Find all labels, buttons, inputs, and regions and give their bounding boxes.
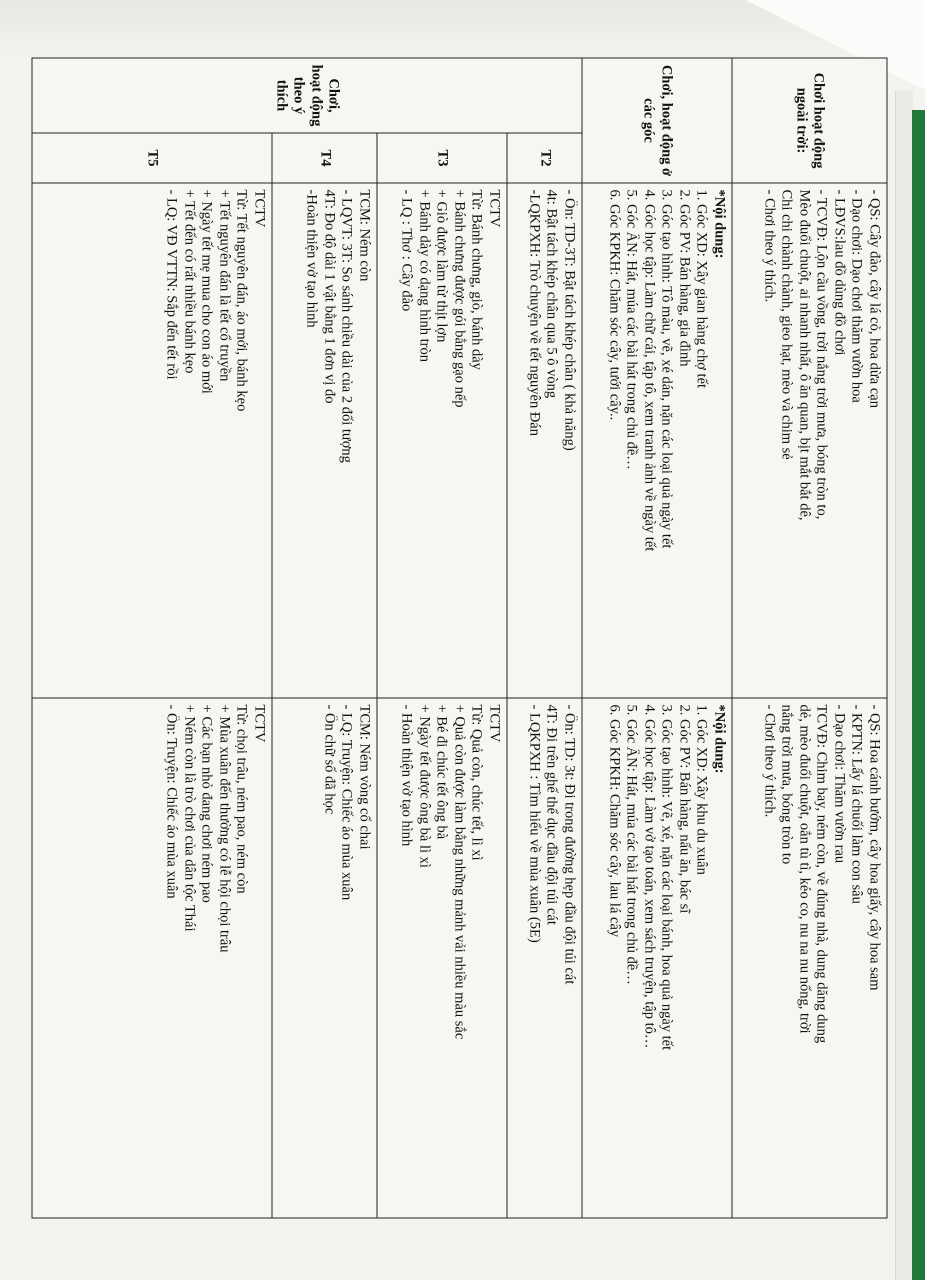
corners-left-line: 1. Góc XD: Xây gian hàng chợ tết (694, 189, 710, 389)
t3-right-line: - Hoàn thiện vở tạo hình (399, 704, 415, 847)
t4-left (272, 183, 377, 698)
row-free-t2 (507, 58, 582, 1218)
t2-right-line: - Ôn: TD: 3t: Đi trong đường hẹp đầu đội túi cát (561, 704, 578, 985)
outdoor-right-line: - KPTN: Lấy lá chuối làm con sâu (849, 704, 865, 904)
row-free-t5 (32, 58, 272, 1218)
outdoor-left-line: Mèo đuổi chuột, ai nhanh nhất, ô ăn quan, bịt mắt bắt dê, (796, 189, 813, 521)
rotated-schedule (33, 58, 888, 1218)
t2-left-line: 4t: Bật tách khép chân qua 5 ô vòng (544, 189, 560, 399)
t3-left-line: Từ: Bánh chưng, giò, bánh dày (469, 189, 485, 370)
outdoor-label: Chơi hoạt động ngoài trời: (732, 58, 887, 183)
day-t3: T3 (377, 133, 507, 183)
t4-left-line: -Hoàn thiện vở tạo hình (304, 189, 320, 328)
t2-left (507, 183, 582, 698)
outdoor-right-line: - Dạo chơi: Thăm vườn rau (831, 704, 848, 864)
outdoor-left-line: - TCVĐ: Lộn cầu vồng, trời nắng trời mưa, bóng tròn to, (814, 189, 830, 520)
t4-left-line: TCM: Ném còn (356, 189, 373, 282)
t4-right-line: - LQ: Truyện: Chiếc áo mùa xuân (339, 704, 355, 901)
t3-right (377, 698, 507, 1218)
t2-left-line: - Ôn: TD-3T: Bật tách khép chân ( khả năng) (561, 189, 578, 451)
corners-right-line: 6. Góc KPKH: Chăm sóc cây, lau lá cây (606, 704, 623, 938)
corners-right-line: 2. Góc PV: Bán hàng, nấu ăn, bác sĩ (676, 704, 693, 914)
t5-right-line: + Các bạn nhỏ đang chơi ném pao (199, 704, 215, 903)
row-corners (582, 58, 732, 1218)
t3-left (377, 183, 507, 698)
outdoor-right-line: nắng trời mưa, bóng tròn to (779, 704, 795, 865)
outdoor-left-line: - Dạo chơi: Dạo chơi thăm vườn hoa (849, 189, 865, 403)
green-cover-strip (912, 110, 925, 1280)
outdoor-left-line: Chi chi chành chành, gieo hạt, mèo và chim sẻ (779, 189, 795, 460)
t2-left-line: -LQKPXH: Trò chuyện về tết nguyên Đán (526, 189, 543, 436)
corners-left-line: 3. Góc tạo hình: Tô màu, vẽ, xé dán, nặn các loại quả ngày tết (659, 189, 675, 549)
t3-left-line: + Bánh chưng được gói bằng gạo nếp (451, 189, 468, 408)
corners-right-line: 4. Góc học tập: Làm vở tạo toán, xem sách truyện, tập tô… (641, 704, 658, 1049)
t4-right-line: TCM: Ném vòng cổ chai (356, 704, 373, 850)
free-label: Chơi, hoạt động theo ý thích (32, 58, 582, 133)
row-free-t3 (377, 58, 507, 1218)
t3-right-line: TCTV (486, 704, 503, 743)
t3-left-line: TCTV (486, 189, 503, 228)
t5-left-line: - LQ: VĐ VTTN: Sắp đến tết rồi (164, 189, 180, 380)
t2-right-line: 4T: Đi trên ghế thể dục đầu đội túi cát (544, 704, 560, 925)
outdoor-right-line: dẻ, mèo đuổi chuột, oẳn tù tì, kéo co, nu na nu nống, trời (796, 704, 813, 1034)
t3-left-line: - LQ : Thơ : Cây đào (399, 189, 415, 312)
corners-right-line: 5. Góc ÂN: Hát, múa các bài hát trong chủ đề… (624, 704, 640, 985)
outdoor-left-line: - LĐVS:lau đồ dùng đồ chơi (831, 189, 848, 356)
t5-right-line: TCTV (251, 704, 268, 743)
day-t5: T5 (32, 133, 272, 183)
t5-right-line: - Ôn: Truyện: Chiếc áo mùa xuân (164, 704, 180, 899)
t3-left-line: + Giò được làm từ thịt lợn (434, 189, 450, 343)
t4-right-line: - Ôn chữ số đã học (321, 704, 338, 815)
outdoor-left (732, 183, 887, 698)
t4-left-line: - LQVT: 3T: So sánh chiều dài của 2 đối tượng (339, 189, 355, 463)
outdoor-right-line: TCVĐ: Chim bay, ném còn, về đúng nhà, dung dăng dung (814, 704, 830, 1044)
t5-left-line: + Tết đến có rất nhiều bánh kẹo (181, 189, 198, 374)
outdoor-right-line: - Chơi theo ý thích. (761, 704, 778, 818)
activity-table (32, 58, 888, 1219)
corners-left-line: 5. Góc ÂN: Hát, múa các bài hát trong chủ đề… (624, 189, 640, 470)
day-t4: T4 (272, 133, 377, 183)
t5-left-line: + Ngày tết mẹ mua cho con áo mới (199, 189, 215, 394)
outdoor-left-line: - QS: Cây đào, cây lá cỏ, hoa dừa cạn (866, 189, 883, 408)
corners-left (582, 183, 732, 698)
corners-right-line: 1. Góc XD: Xây khu du xuân (694, 704, 710, 875)
row-outdoor (732, 58, 887, 1218)
corners-right-heading: *Nội dung: (711, 704, 728, 774)
corners-label: Chơi, hoạt động ở các góc (582, 58, 732, 183)
corners-left-line: 2. Góc PV: Bán hàng, gia đình (676, 189, 693, 367)
t5-left (32, 183, 272, 698)
row-free-t4 (272, 58, 377, 1218)
t3-right-line: + Quả còn được làm bằng những mảnh vải nhiều màu sắc (451, 704, 468, 1040)
corners-left-heading: *Nội dung: (711, 189, 728, 259)
t2-right (507, 698, 582, 1218)
corners-right (582, 698, 732, 1218)
t3-right-line: Từ: Quả còn, chúc tết, lì xì (469, 704, 485, 861)
t3-right-line: + Ngày tết được ông bà lì xì (416, 704, 433, 868)
t5-right (32, 698, 272, 1218)
t2-right-line: - LQKPXH : Tìm hiểu về mùa xuân (5E) (526, 704, 543, 943)
t5-left-line: + Tết nguyên đán là tết cổ truyền (216, 189, 233, 382)
corners-left-line: 4. Góc học tập: Làm chữ cái, tập tô, xem tranh ảnh về ngày tết (641, 189, 658, 552)
outdoor-left-line: - Chơi theo ý thích. (761, 189, 778, 303)
t5-left-line: TCTV (251, 189, 268, 228)
t4-right (272, 698, 377, 1218)
t4-left-line: 4T: Đo độ dài 1 vật bằng 1 đơn vị đo (321, 189, 338, 404)
corners-left-line: 6. Góc KPKH: Chăm sóc cây, tưới cây.. (606, 189, 623, 421)
page-edge (895, 90, 913, 1280)
t3-right-line: + Bé đi chúc tết ông bà (434, 704, 450, 840)
corners-right-line: 3. Góc tạo hình: Vẽ, xé, nặn các loại bánh, hoa quả ngày tết (659, 704, 675, 1051)
t5-left-line: Từ: Tết nguyên đán, áo mới, bánh kẹo (234, 189, 250, 412)
t5-right-line: + Ném còn là trò chơi của dân tộc Thái (181, 704, 198, 932)
outdoor-right-line: - QS: Hoa cánh bướm, cây hoa giấy, cây hoa sam (866, 704, 883, 991)
day-t2: T2 (507, 133, 582, 183)
t3-left-line: + Bánh dày có dạng hình tròn (416, 189, 433, 362)
t5-right-line: + Mùa xuân đến thường có lễ hội chọi trâu (216, 704, 233, 953)
t5-right-line: Từ: chọi trâu, ném pao, ném còn (234, 704, 250, 894)
outdoor-right (732, 698, 887, 1218)
